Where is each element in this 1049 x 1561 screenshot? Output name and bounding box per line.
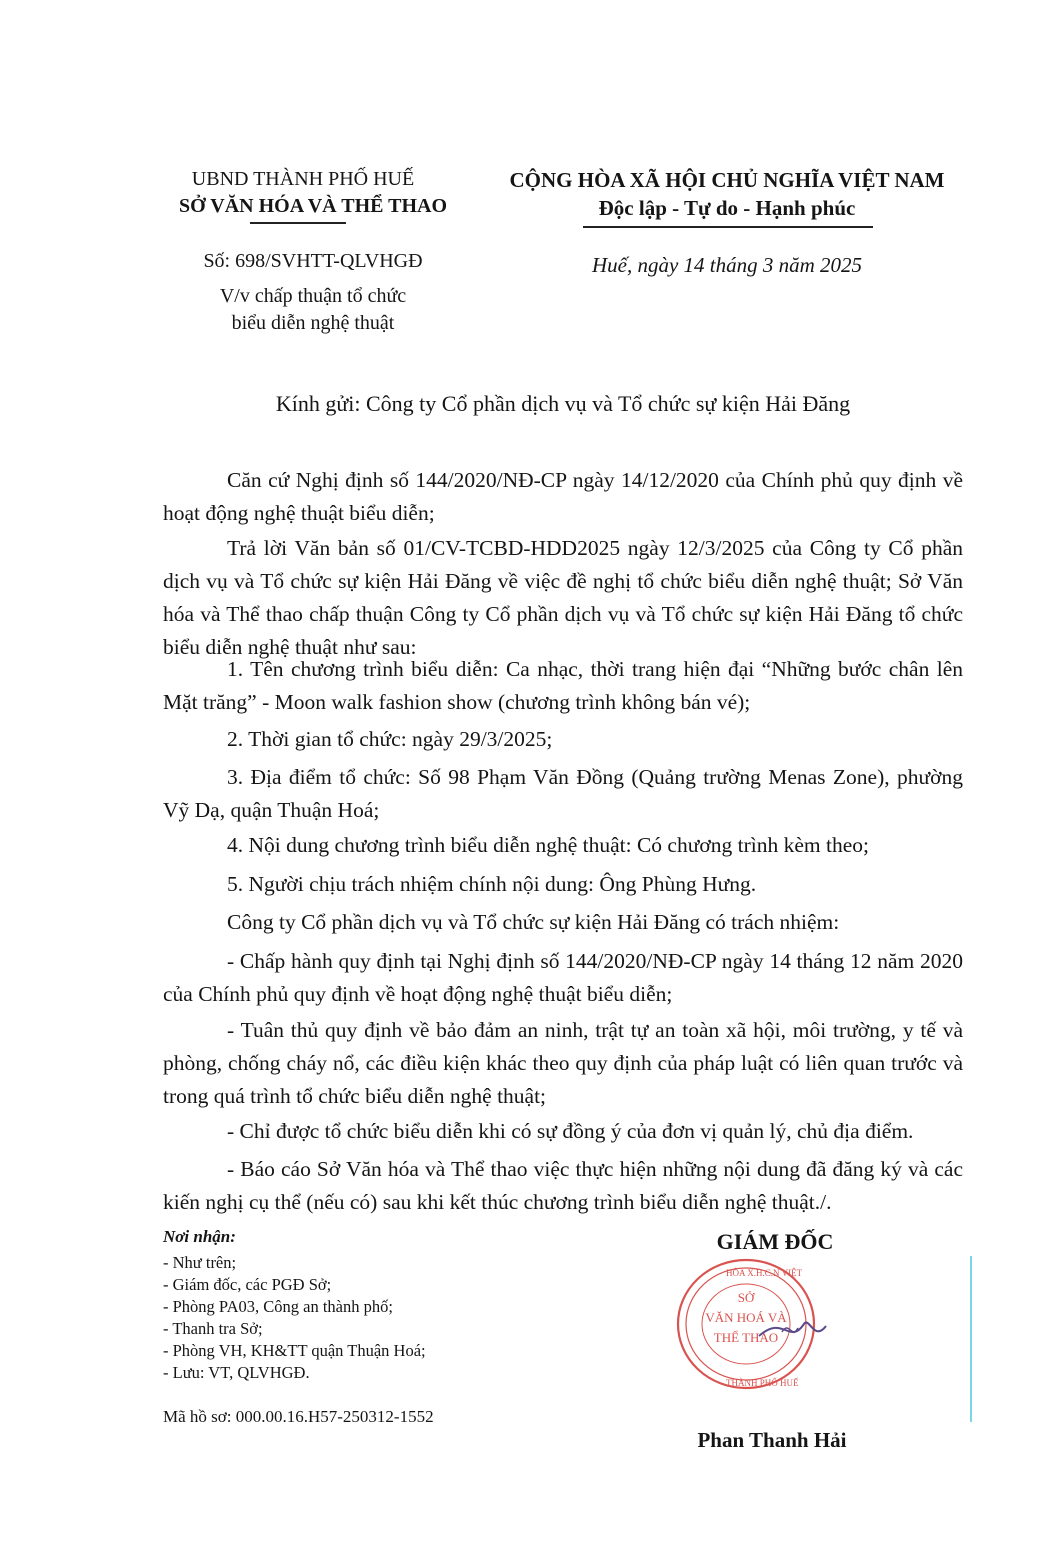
svg-text:SỞ: SỞ <box>737 1290 755 1305</box>
svg-text:HÒA X.H.C.N VIỆT: HÒA X.H.C.N VIỆT <box>726 1268 803 1278</box>
responsibility-1: - Chấp hành quy định tại Nghị định số 144/2020/NĐ-CP ngày 14 tháng 12 năm 2020 của Chính phủ quy định về hoạt động nghệ thuật biểu diễn; <box>163 949 963 1006</box>
svg-text:VĂN HOÁ VÀ: VĂN HOÁ VÀ <box>705 1310 787 1325</box>
item-responsible-person: 5. Người chịu trách nhiệm chính nội dung: Ông Phùng Hưng. <box>227 872 757 896</box>
responsibility-3: - Chỉ được tổ chức biểu diễn khi có sự đồng ý của đơn vị quản lý, chủ địa điểm. <box>227 1119 914 1143</box>
recipient-item: - Phòng PA03, Công an thành phố; <box>163 1297 393 1316</box>
recipient-item: - Lưu: VT, QLVHGĐ. <box>163 1363 310 1382</box>
legal-basis-paragraph: Căn cứ Nghị định số 144/2020/NĐ-CP ngày 14/12/2020 của Chính phủ quy định về hoạt động nghệ thuật biểu diễn; <box>163 468 963 525</box>
national-title: CỘNG HÒA XÃ HỘI CHỦ NGHĨA VIỆT NAM <box>509 168 945 192</box>
recipient-item: - Giám đốc, các PGĐ Sở; <box>163 1275 332 1294</box>
recipient-item: - Phòng VH, KH&TT quận Thuận Hoá; <box>163 1341 426 1360</box>
svg-text:THÀNH PHỐ HUẾ: THÀNH PHỐ HUẾ <box>726 1378 799 1388</box>
document-number: Số: 698/SVHTT-QLVHGĐ <box>203 250 423 272</box>
scan-edge-line <box>970 1256 972 1422</box>
recipients-title: Nơi nhận: <box>163 1227 236 1246</box>
motto-underline <box>583 226 873 228</box>
item-time: 2. Thời gian tổ chức: ngày 29/3/2025; <box>227 727 553 751</box>
recipient-item: - Như trên; <box>163 1253 237 1272</box>
file-code: Mã hồ sơ: 000.00.16.H57-250312-1552 <box>163 1407 434 1426</box>
issuer-line-1: UBND THÀNH PHỐ HUẾ <box>191 168 415 190</box>
response-paragraph: Trả lời Văn bản số 01/CV-TCBD-HDD2025 ngày 12/3/2025 của Công ty Cổ phần dịch vụ và Tổ chức sự kiện Hải Đăng về việc đề nghị tổ chức biểu diễn nghệ thuật; Sở Văn hóa và Thể thao chấp thuận Công ty Cổ phần dịch vụ và Tổ chức sự kiện Hải Đăng tổ chức biểu diễn nghệ thuật như sau: <box>163 536 963 659</box>
document-date: Huế, ngày 14 tháng 3 năm 2025 <box>592 253 863 277</box>
addressee-line: Kính gửi: Công ty Cổ phần dịch vụ và Tổ chức sự kiện Hải Đăng <box>275 391 851 416</box>
official-seal <box>664 1254 834 1404</box>
responsibility-2: - Tuân thủ quy định về bảo đảm an ninh, trật tự an toàn xã hội, môi trường, y tế và phòng, chống cháy nổ, các điều kiện khác theo quy định của pháp luật có liên quan trước và trong quá trình tổ chức biểu diễn nghệ thuật; <box>163 1018 963 1108</box>
item-venue: 3. Địa điểm tổ chức: Số 98 Phạm Văn Đồng (Quảng trường Menas Zone), phường Vỹ Dạ, quận Thuận Hoá; <box>163 765 963 822</box>
issuer-line-2: SỞ VĂN HÓA VÀ THỂ THAO <box>178 195 448 217</box>
signer-name: Phan Thanh Hải <box>697 1428 847 1452</box>
subject-line-2: biểu diễn nghệ thuật <box>231 312 395 334</box>
responsibility-4: - Báo cáo Sở Văn hóa và Thể thao việc thực hiện những nội dung đã đăng ký và các kiến nghị cụ thể (nếu có) sau khi kết thúc chương trình biểu diễn nghệ thuật./. <box>163 1157 963 1214</box>
subject-line-1: V/v chấp thuận tổ chức <box>219 285 407 307</box>
responsibility-intro: Công ty Cổ phần dịch vụ và Tổ chức sự kiện Hải Đăng có trách nhiệm: <box>227 910 840 934</box>
item-program-name: 1. Tên chương trình biểu diễn: Ca nhạc, thời trang hiện đại “Những bước chân lên Mặt trăng” - Moon walk fashion show (chương trình không bán vé); <box>163 657 963 714</box>
recipient-item: - Thanh tra Sở; <box>163 1319 263 1338</box>
item-content: 4. Nội dung chương trình biểu diễn nghệ thuật: Có chương trình kèm theo; <box>227 833 869 857</box>
issuer-underline <box>250 222 346 224</box>
svg-text:THỂ THAO: THỂ THAO <box>713 1330 779 1345</box>
national-motto: Độc lập - Tự do - Hạnh phúc <box>598 196 856 220</box>
signer-title: GIÁM ĐỐC <box>716 1229 834 1254</box>
